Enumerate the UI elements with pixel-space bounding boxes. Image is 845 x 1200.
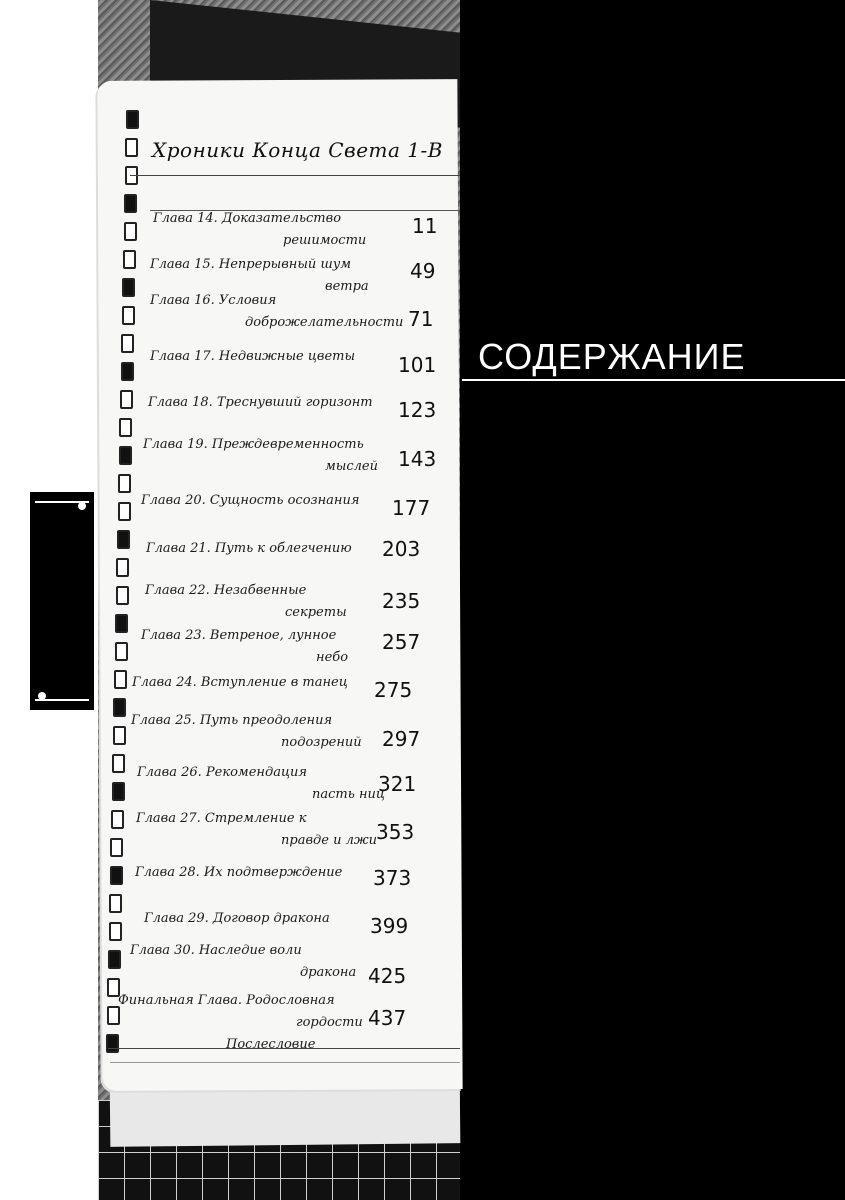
toc-entry-title: Глава 29. Договор дракона [144,911,330,926]
toc-page-number: 143 [398,447,437,471]
toc-entry-title-cont: правде и лжи [281,833,378,848]
toc-entry-title: Глава 18. Треснувший горизонт [148,395,373,410]
toc-entry-title: Глава 16. Условия [150,293,277,308]
toc-entry [145,580,347,624]
toc-page-number: 257 [382,630,421,654]
toc-entry [141,490,359,512]
spiral-ring [124,222,137,241]
toc-entry [131,710,362,754]
toc-entry-title: Глава 26. Рекомендация [137,765,307,780]
toc-entry [144,908,330,930]
spiral-ring [115,614,128,633]
toc-entry-title-cont: пасть ниц [312,787,385,802]
toc-entry-title: Глава 19. Преждевременность [143,437,364,452]
spiral-ring [119,418,132,437]
toc-entry [130,940,356,984]
spiral-ring [119,446,132,465]
toc-entry-title: Глава 24. Вступление в танец [132,675,348,690]
spiral-ring [123,250,136,269]
toc-entry-title-cont: ветра [325,279,369,294]
toc-entry-title-cont: гордости [296,1015,363,1030]
toc-entry [150,290,403,334]
toc-entry [137,762,385,806]
spiral-ring [121,334,134,353]
toc-page-number: 321 [378,772,417,796]
spiral-ring [110,866,123,885]
toc-page-number: 203 [382,537,421,561]
toc-entry [146,538,352,560]
toc-page-number: 49 [410,259,436,283]
toc-entry-title-cont: подозрений [281,735,362,750]
heading-underline [462,379,845,381]
toc-entry [153,208,366,252]
title-rule [130,175,460,176]
toc-entry-title: Глава 28. Их подтверждение [135,865,343,880]
toc-page-number: 437 [368,1006,407,1030]
spiral-ring [111,810,124,829]
toc-page-number: 235 [382,589,421,613]
spiral-ring [112,782,125,801]
toc-page-number: 101 [398,353,437,377]
spiral-ring [118,502,131,521]
spiral-ring [114,670,127,689]
toc-page-number: 177 [392,496,431,520]
spiral-ring [115,642,128,661]
toc-entry-title: Глава 27. Стремление к [136,811,307,826]
toc-page-number: 297 [382,727,421,751]
spiral-ring [122,306,135,325]
toc-entry [143,434,378,478]
toc-entry [118,990,363,1034]
spiral-ring [125,138,138,157]
bottom-rule-2 [110,1062,460,1063]
spiral-ring [110,838,123,857]
toc-entry [136,808,377,852]
spiral-ring [126,110,139,129]
toc-entry-title: Финальная Глава. Родословная [118,993,335,1008]
notebook-title: Хроники Конца Света 1-В [152,138,443,162]
toc-entry-title-cont: небо [316,650,349,665]
toc-entry-title: Глава 23. Ветреное, лунное [141,628,337,643]
spiral-ring [113,726,126,745]
toc-page-number: 353 [376,820,415,844]
toc-entry-title: Глава 17. Недвижные цветы [150,349,356,364]
spiral-ring [109,894,122,913]
spiral-ring [122,278,135,297]
spiral-ring [124,194,137,213]
toc-entry-title: Глава 30. Наследие воли [130,943,302,958]
toc-entry-title: Послесловие [226,1037,316,1052]
toc-entry-title-cont: секреты [285,605,347,620]
toc-entry-title-cont: мыслей [325,459,378,474]
spiral-ring [121,362,134,381]
toc-entry-title: Глава 20. Сущность осознания [141,493,360,508]
spiral-ring [120,390,133,409]
toc-entry [150,346,355,368]
toc-page-number: 123 [398,398,437,422]
toc-entry [135,862,342,884]
toc-page-number: 11 [412,214,438,238]
spiral-ring [112,754,125,773]
toc-entry-title-cont: доброжелательности [245,315,404,330]
toc-entry [132,672,348,694]
spiral-ring [116,586,129,605]
toc-entry [141,625,348,669]
toc-entry-title: Глава 25. Путь преодоления [131,713,333,728]
spiral-ring [108,950,121,969]
toc-entry-title-cont: решимости [283,233,367,248]
spiral-ring [109,922,122,941]
spiral-ring [116,558,129,577]
toc-page-number: 425 [368,964,407,988]
toc-page-number: 71 [408,307,434,331]
spiral-ring [113,698,126,717]
toc-entry-title: Глава 15. Непрерывный шум [150,257,352,272]
page-heading: СОДЕРЖАНИЕ [478,336,746,377]
toc-entry-title: Глава 22. Незабвенные [145,583,307,598]
toc-entry [148,392,373,414]
spiral-ring [106,1034,119,1053]
toc-entry-title: Глава 21. Путь к облегчению [146,541,352,556]
spiral-ring [117,530,130,549]
spiral-ring [118,474,131,493]
toc-page-number: 275 [374,678,413,702]
toc-entry-title-cont: дракона [300,965,357,980]
toc-page-number: 373 [373,866,412,890]
toc-entry-title: Глава 14. Доказательство [153,211,342,226]
toc-entry [226,1034,315,1056]
toc-page-number: 399 [370,914,409,938]
series-logo-text: 終末のハーレム [34,525,53,644]
